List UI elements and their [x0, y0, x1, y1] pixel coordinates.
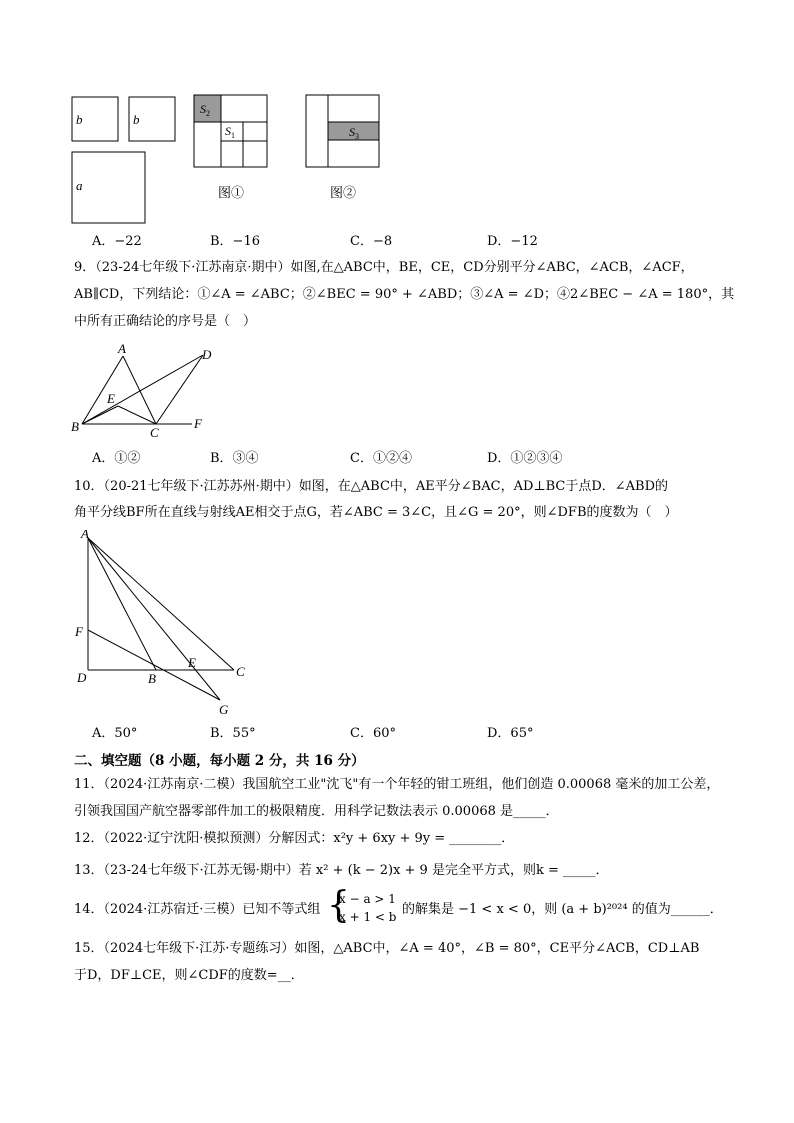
caption-figure-2: 图②: [330, 186, 357, 201]
q8-option-c[interactable]: C．−8: [350, 234, 393, 249]
figure-1: [194, 95, 267, 167]
q9-label-b: B: [71, 419, 79, 434]
q10-option-b[interactable]: B．55°: [210, 726, 256, 741]
caption-figure-1: 图①: [218, 186, 245, 201]
q12: 12．（2022·辽宁沈阳·模拟预测）分解因式：x²y + 6xy + 9y = ________．: [74, 831, 515, 846]
q9-line-3: 中所有正确结论的序号是（ ）: [74, 314, 257, 329]
q8-option-d[interactable]: D．−12: [487, 234, 538, 249]
label-a: a: [76, 178, 83, 193]
q9-label-d: D: [202, 347, 212, 362]
q9-label-a: A: [118, 341, 126, 356]
q9-line-1: 9．（23-24七年级下·江苏南京·期中）如图,在△ABC中，BE，CE，CD分别平分∠ABC，∠ACB，∠ACF，: [74, 260, 694, 275]
svg-text:S2: $S_2$: [200, 102, 210, 118]
q10-label-d: D: [77, 670, 87, 685]
q9-label-f: F: [194, 416, 202, 431]
q10-label-f: F: [75, 624, 83, 639]
q9-line-2: AB∥CD，下列结论：①∠A = ∠ABC；②∠BEC = 90° + ∠ABD；③∠A = ∠D；④2∠BEC − ∠A = 180°，其: [74, 287, 735, 302]
figure-2: [306, 95, 379, 167]
q9-label-c: C: [150, 425, 159, 440]
q8-figure: [60, 88, 400, 228]
q10-option-d[interactable]: D．65°: [487, 726, 534, 741]
q14-prefix: 14．（2024·江苏宿迁·三模）已知不等式组: [74, 902, 321, 917]
q9-option-c[interactable]: C．①②④: [350, 451, 412, 466]
q13: 13．（23-24七年级下·江苏无锡·期中）若 x² + (k − 2)x + 9 是完全平方式，则k = _____．: [74, 863, 609, 878]
svg-text:S3: $S_3$: [349, 125, 359, 141]
q10-label-a: A: [81, 530, 89, 541]
square-a: [72, 152, 145, 223]
svg-text:S1: $S_1$: [225, 124, 235, 140]
q10-line-2: 角平分线BF所在直线与射线AE相交于点G，若∠ABC = 3∠C，且∠G = 20°，则∠DFB的度数为（ ）: [74, 505, 678, 520]
q11-line-1: 11．（2024·江苏南京·二模）我国航空工业"沈飞"有一个年轻的钳工班组，他们创造 0.00068 毫米的加工公差，: [74, 777, 720, 792]
q9-label-e: E: [107, 391, 115, 406]
q9-option-a[interactable]: A．①②: [92, 451, 141, 466]
q10-label-b: B: [148, 671, 156, 686]
q9-figure: [68, 340, 228, 440]
q10-option-c[interactable]: C．60°: [350, 726, 396, 741]
q10-line-1: 10．（20-21七年级下·江苏苏州·期中）如图，在△ABC中，AE平分∠BAC，AD⊥BC于点D．∠ABD的: [74, 479, 669, 494]
q9-option-d[interactable]: D．①②③④: [487, 451, 563, 466]
q10-figure: [70, 530, 260, 720]
q14-system-row-1: x − a > 1: [339, 892, 396, 906]
q14-suffix: 的解集是 −1 < x < 0，则 (a + b)²⁰²⁴ 的值为______．: [402, 902, 723, 917]
q10-option-a[interactable]: A．50°: [92, 726, 138, 741]
q11-line-2: 引领我国国产航空器零部件加工的极限精度．用科学记数法表示 0.00068 是_____．: [74, 804, 559, 819]
label-b1: b: [76, 112, 83, 127]
q10-label-e: E: [188, 655, 196, 670]
q8-option-b[interactable]: B．−16: [210, 234, 260, 249]
q15-line-1: 15．（2024七年级下·江苏·专题练习）如图，△ABC中，∠A = 40°，∠B = 80°，CE平分∠ACB，CD⊥AB: [74, 941, 700, 956]
label-b2: b: [133, 112, 140, 127]
section-2-heading: 二、填空题（8 小题，每小题 2 分，共 16 分）: [74, 753, 365, 769]
q14-brace: {: [327, 885, 350, 926]
q9-option-b[interactable]: B．③④: [210, 451, 259, 466]
q14-system-row-2: x + 1 < b: [339, 910, 397, 924]
q10-label-c: C: [236, 664, 245, 679]
q15-line-2: 于D，DF⊥CE，则∠CDF的度数=__．: [74, 968, 304, 983]
q8-option-a[interactable]: A．−22: [92, 234, 142, 249]
q10-label-g: G: [219, 702, 229, 717]
